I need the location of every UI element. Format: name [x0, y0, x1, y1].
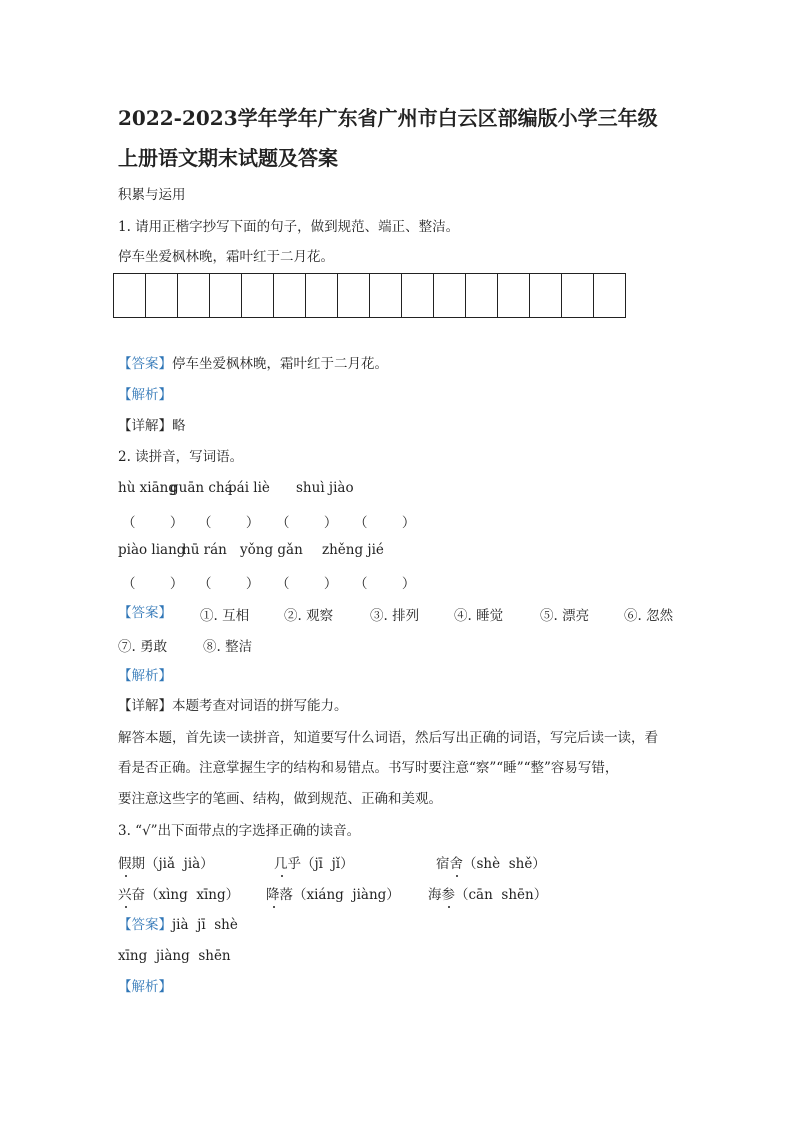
char: 奋	[131, 887, 145, 903]
pinyin: shuì jiào	[296, 480, 354, 496]
q2-detail	[118, 697, 348, 715]
char: 乎	[287, 856, 301, 872]
char: 宿	[436, 856, 450, 872]
pinyin-options: （xìng xīng）	[145, 887, 240, 903]
pinyin-options: （shè shě）	[463, 856, 546, 872]
pronunciation-item	[266, 883, 400, 903]
pinyin-options: （cān shēn）	[455, 887, 548, 903]
dotted-char: 舍	[449, 856, 463, 872]
grid-cell	[434, 274, 466, 317]
pronunciation-item	[118, 852, 214, 872]
pinyin: guān chá	[170, 480, 233, 496]
pinyin: pái liè	[228, 480, 270, 496]
dotted-char: 几	[274, 856, 288, 872]
answer-item: ⑥. 忽然	[624, 608, 674, 624]
q3-prompt: 3. “√”出下面带点的字选择正确的读音。	[118, 823, 361, 839]
grid-cell	[498, 274, 530, 317]
grid-cell	[530, 274, 562, 317]
grid-cell	[466, 274, 498, 317]
answer-blank: （ ）	[122, 576, 184, 592]
pronunciation-item	[274, 852, 354, 872]
pinyin: piào liang	[118, 542, 186, 558]
q3-answer	[118, 916, 238, 934]
writing-grid	[113, 273, 626, 318]
answer-text: 停车坐爱枫林晚，霜叶红于二月花。	[172, 356, 388, 372]
q1-answer	[118, 355, 388, 373]
answer-blank: （ ）	[276, 576, 338, 592]
answer-tag: 【答案】	[118, 356, 172, 372]
q2-explain-3: 要注意这些字的笔画、结构，做到规范、正确和美观。	[118, 791, 442, 807]
answer-blank: （ ）	[354, 576, 416, 592]
answer-tag: 【答案】	[118, 605, 172, 621]
title-line-1: 2022-2023学年学年广东省广州市白云区部编版小学三年级	[118, 106, 658, 130]
grid-cell	[402, 274, 434, 317]
answer-tag: 【答案】	[118, 917, 172, 933]
dotted-char: 参	[441, 887, 455, 903]
grid-cell	[114, 274, 146, 317]
char: 海	[428, 887, 442, 903]
answer-blank: （ ）	[198, 576, 260, 592]
detail-text: 本题考查对词语的拼写能力。	[172, 698, 348, 714]
pronunciation-item	[118, 883, 239, 903]
dotted-char: 降	[266, 887, 280, 903]
grid-cell	[306, 274, 338, 317]
grid-cell	[146, 274, 178, 317]
answer-blank: （ ）	[276, 515, 338, 531]
q1-sentence: 停车坐爱枫林晚，霜叶红于二月花。	[118, 249, 334, 265]
analysis-tag: 【解析】	[118, 668, 172, 684]
char: 期	[131, 856, 145, 872]
q1-detail	[118, 417, 186, 435]
answer-item: ⑤. 漂亮	[540, 608, 590, 624]
pinyin: hū rán	[182, 542, 227, 558]
answer-item: ③. 排列	[370, 608, 420, 624]
pinyin-options: （jī jǐ）	[301, 856, 354, 872]
analysis-tag: 【解析】	[118, 979, 172, 995]
detail-text: 略	[172, 418, 186, 434]
q2-prompt: 2. 读拼音，写词语。	[118, 449, 244, 465]
section-heading: 积累与运用	[118, 187, 186, 203]
pinyin-options: （xiáng jiàng）	[293, 887, 400, 903]
q2-explain-2: 看是否正确。注意掌握生字的结构和易错点。书写时要注意“察”“睡”“整”容易写错，	[118, 760, 619, 776]
grid-cell	[562, 274, 594, 317]
pinyin-options: （jiǎ jià）	[145, 856, 214, 872]
pinyin: zhěng jié	[322, 542, 384, 558]
dotted-char: 兴	[118, 887, 132, 903]
answer-blank: （ ）	[354, 515, 416, 531]
grid-cell	[338, 274, 370, 317]
pinyin: hù xiāng	[118, 480, 177, 496]
answer-blank: （ ）	[198, 515, 260, 531]
title-line-2: 上册语文期末试题及答案	[118, 146, 338, 170]
answer-item: ④. 睡觉	[454, 608, 504, 624]
pronunciation-item	[428, 883, 547, 903]
answer-text: jià jī shè	[172, 917, 238, 933]
pinyin: yǒng gǎn	[240, 542, 303, 558]
detail-tag: 【详解】	[118, 418, 172, 434]
grid-cell	[594, 274, 626, 317]
grid-cell	[274, 274, 306, 317]
analysis-tag: 【解析】	[118, 387, 172, 403]
q2-answer	[118, 604, 172, 622]
dotted-char: 假	[118, 856, 132, 872]
q3-answer-line-2: xīng jiàng shēn	[118, 948, 231, 964]
answer-item: ⑦. 勇敢	[118, 639, 168, 655]
answer-blank: （ ）	[122, 515, 184, 531]
char: 落	[279, 887, 293, 903]
answer-item: ①. 互相	[200, 608, 250, 624]
grid-cell	[178, 274, 210, 317]
pronunciation-item	[436, 852, 546, 872]
detail-tag: 【详解】	[118, 698, 172, 714]
q2-explain-1: 解答本题，首先读一读拼音，知道要写什么词语，然后写出正确的词语，写完后读一读，看	[118, 730, 658, 746]
answer-item: ⑧. 整洁	[203, 639, 253, 655]
grid-cell	[210, 274, 242, 317]
answer-item: ②. 观察	[284, 608, 334, 624]
grid-cell	[242, 274, 274, 317]
grid-cell	[370, 274, 402, 317]
q1-prompt: 1. 请用正楷字抄写下面的句子，做到规范、端正、整洁。	[118, 219, 460, 235]
